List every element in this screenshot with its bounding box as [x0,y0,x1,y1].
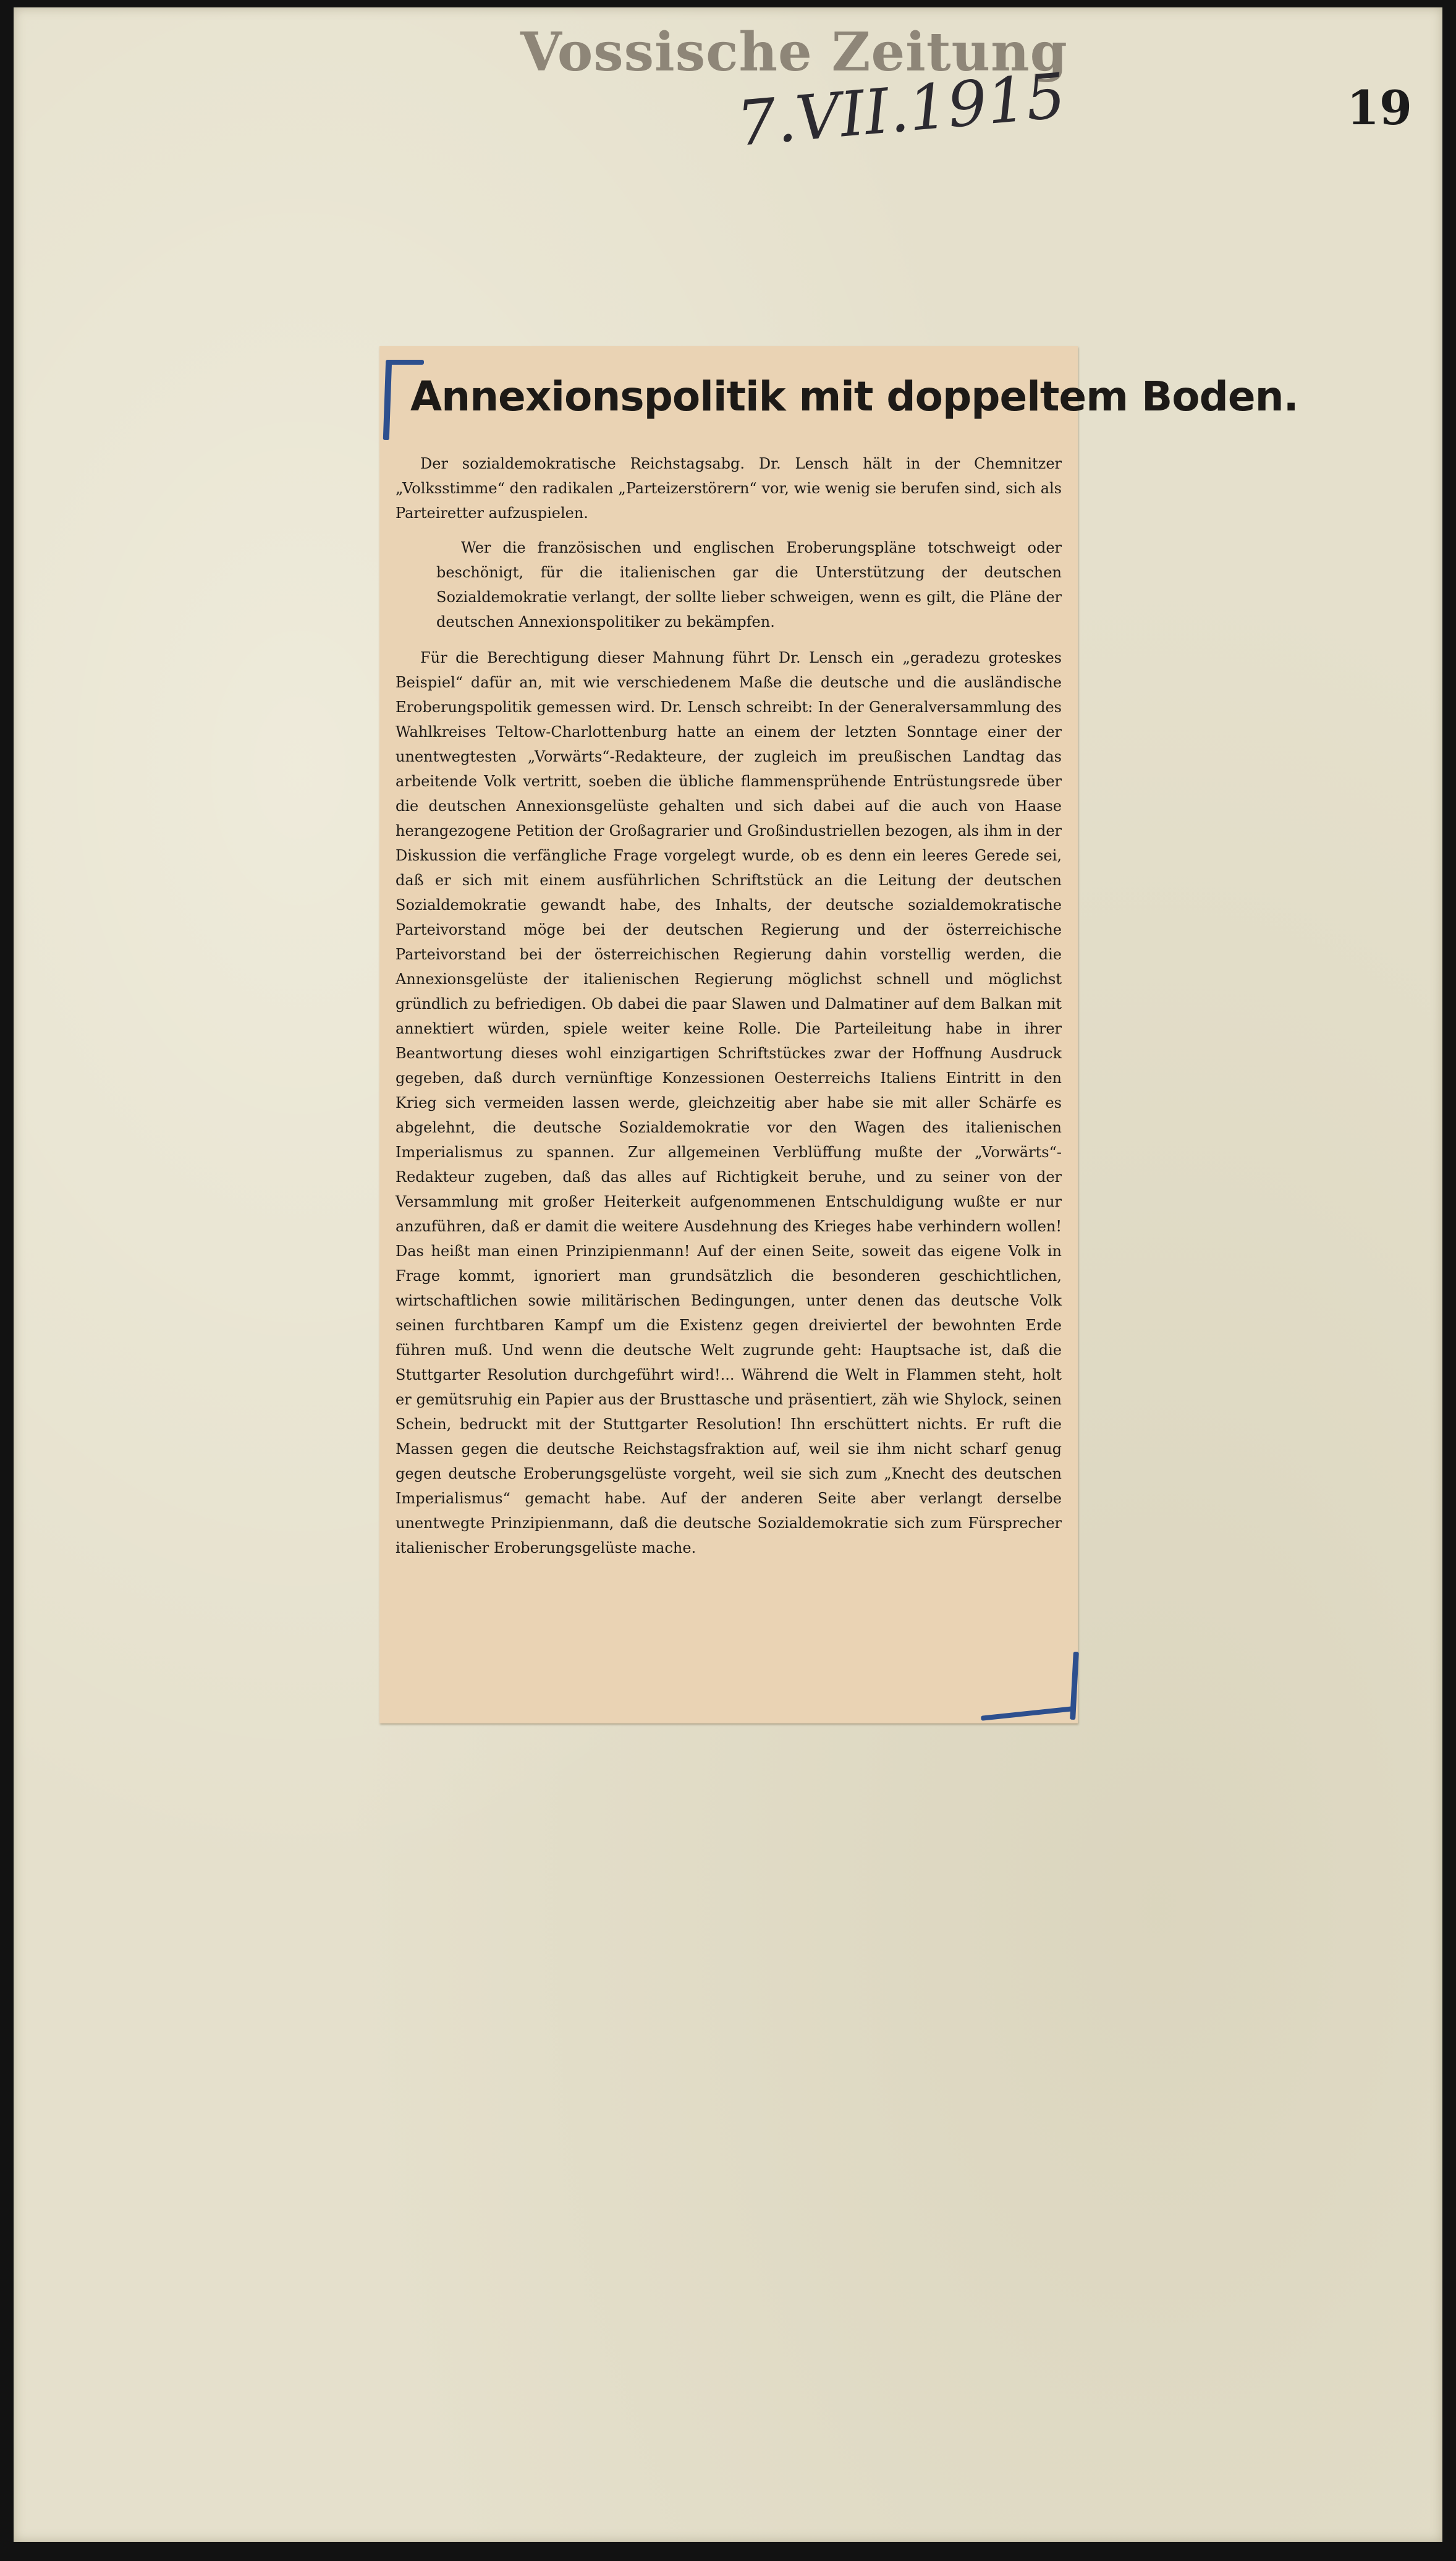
source-stamp: Vossische Zeitung [520,21,1068,83]
article-intro: Der sozialdemokratische Reichstagsabg. Dr. Lensch hält in der Chemnitzer „Volksstimme“ den radikalen „Parteizerstörern“ vor, wie wenig sie berufen sind, sich als Parteiretter aufzuspielen. [396,455,1062,522]
article-body: Für die Berechtigung dieser Mahnung führt Dr. Lensch ein „geradezu groteskes Beispiel“ dafür an, mit wie verschiedenem Maße die deutsche und die ausländische Eroberungspolitik gemessen wird. Dr. Lensch schreibt: In der Generalversammlung des Wahlkreises Teltow-Charlottenburg hatte an einem der letzten Sonntage einer der unentwegtesten „Vorwärts“-Redakteure, der zugleich im preußischen Landtag das arbeitende Volk vertritt, soeben die übliche flammensprühende Entrüstungsrede über die deutschen Annexionsgelüste gehalten und sich dabei auf die auch von Haase herangezogene Petition der Großagrarier und Großindustriellen bezogen, als ihm in der Diskussion die verfängliche Frage vorgelegt wurde, ob es denn ein leeres Gerede sei, daß er sich mit einem ausführlichen Schriftstück an die Leitung der deutschen Sozialdemokratie gewandt habe, des Inhalts, der deutsche sozialdemokratische Parteivorstand möge bei der deutschen Regierung und der österreichische Parteivorstand bei der österreichischen Regierung dahin vorstellig werden, die Annexionsgelüste der italienischen Regierung möglichst schnell und möglichst gründlich zu befriedigen. Ob dabei die paar Slawen und Dalmatiner auf dem Balkan mit annektiert würden, spiele weiter keine Rolle. Die Parteileitung habe in ihrer Beantwortung dieses wohl einzigartigen Schriftstückes zwar der Hoffnung Ausdruck gegeben, daß durch vernünftige Konzessionen Oesterreichs Italiens Eintritt in den Krieg sich vermeiden lassen werde, gleichzeitig aber habe sie mit aller Schärfe es abgelehnt, die deutsche Sozialdemokratie vor den Wagen des italienischen Imperialismus zu spannen. Zur allgemeinen Verblüffung mußte der „Vorwärts“-Redakteur zugeben, daß das alles auf Richtigkeit beruhe, und zu seiner von der Versammlung mit großer Heiterkeit aufgenommenen Entschuldigung wußte er nur anzuführen, daß er damit die weitere Ausdehnung des Krieges habe verhindern wollen! Das heißt man einen Prinzipienmann! Auf der einen Seite, soweit das eigene Volk in Frage kommt, ignoriert man grundsätzlich die besonderen geschichtlichen, wirtschaftlichen sowie militärischen Bedingungen, unter denen das deutsche Volk seinen furchtbaren Kampf um die Existenz gegen dreiviertel der bewohnten Erde führen muß. Und wenn die deutsche Welt zugrunde geht: Hauptsache ist, daß die Stuttgarter Resolution durchgeführt wird!... Während die Welt in Flammen steht, holt er gemütsruhig ein Papier aus der Brusttasche und präsentiert, zäh wie Shylock, seinen Schein, bedruckt mit der Stuttgarter Resolution! Ihn erschüttert nichts. Er ruft die Massen gegen die deutsche Reichstagsfraktion auf, weil sie ihm nicht scharf genug gegen deutsche Eroberungsgelüste vorgeht, weil sie sich zum „Knecht des deutschen Imperialismus“ gemacht habe. Auf der anderen Seite aber verlangt derselbe unentwegte Prinzipienmann, daß die deutsche Sozialdemokratie sich zum Fürsprecher italienischer Eroberungsgelüste mache. [396,649,1062,1557]
blue-pencil-mark-top-stroke [387,360,424,365]
page-number: 19 [1347,80,1412,135]
handwritten-date: 7.VII.1915 [734,59,1069,161]
article-quote: Wer die französischen und englischen Eroberungspläne totschweigt oder beschönigt, für die italienischen gar die Unterstützung der deutschen Sozialdemokratie verlangt, der sollte lieber schweigen, wenn es gilt, die Pläne der deutschen Annexionspolitiker zu bekämpfen. [436,539,1062,631]
article-title: Annexionspolitik mit doppeltem Boden. [410,373,1298,420]
newspaper-clipping [379,346,1298,1723]
archive-sheet [14,7,1442,2542]
